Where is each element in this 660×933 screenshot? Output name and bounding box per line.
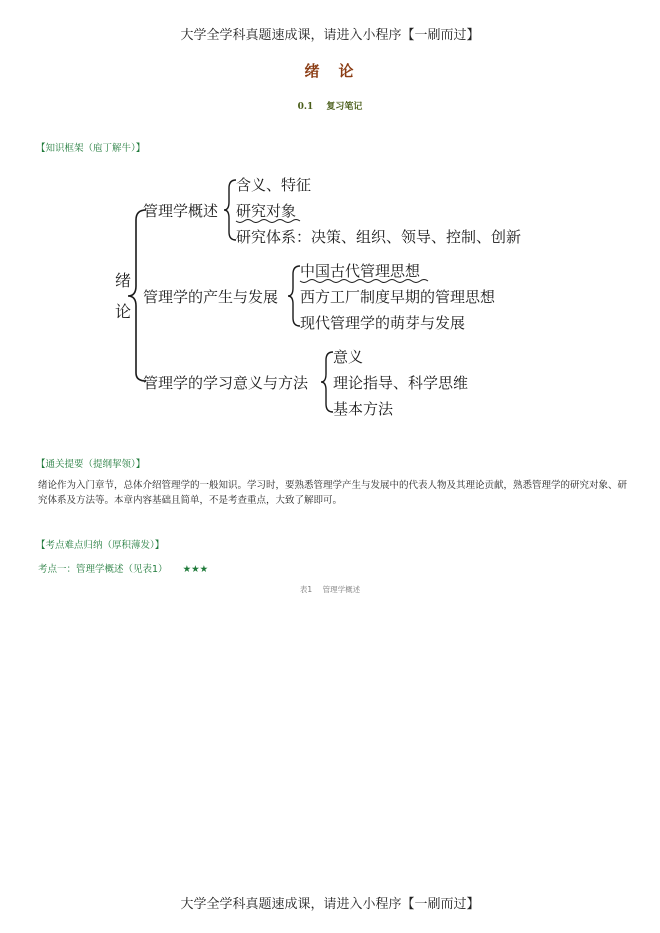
section-heading xyxy=(0,99,660,112)
branch-2-label: 管理学的产生与发展 xyxy=(143,288,279,306)
branch-3-label: 管理学的学习意义与方法 xyxy=(143,374,309,392)
branch-1-item-1: 含义、特征 xyxy=(236,176,312,194)
branch-2-item-1: 中国古代管理思想 xyxy=(300,262,421,280)
branch-3-item-1: 意义 xyxy=(333,348,364,366)
branch-1-brace xyxy=(224,180,236,240)
section-title: 复习笔记 xyxy=(326,102,363,112)
section-number: 0.1 xyxy=(297,102,314,112)
branch-1-item-2: 研究对象 xyxy=(236,202,297,220)
branch-2-item-3: 现代管理学的萌芽与发展 xyxy=(300,314,466,332)
table-caption xyxy=(0,584,660,595)
branch-3-item-2: 理论指导、科学思维 xyxy=(333,374,469,392)
root-char-2: 论 xyxy=(115,302,132,321)
knowledge-framework-diagram xyxy=(0,160,660,430)
overview-label: 【通关提要（提纲挈领）】 xyxy=(36,459,146,470)
table-tag: 表1 xyxy=(299,585,313,594)
overview-paragraph: 绪论作为入门章节，总体介绍管理学的一般知识。学习时，要熟悉管理学产生与发展中的代表人物及其理论贡献，熟悉管理学的研究对象、研究体系及方法等。本章内容基础且简单，不是考查重点，大致了解即可。 xyxy=(38,480,628,506)
keypoint-1-stars: ★★★ xyxy=(182,564,209,575)
keypoint-1 xyxy=(38,561,208,575)
branch-1-item-3: 研究体系：决策、组织、领导、控制、创新 xyxy=(236,228,522,246)
keypoint-1-title: 考点一：管理学概述（见表1） xyxy=(38,564,168,575)
root-char-1: 绪 xyxy=(115,271,132,290)
page-footer-promo: 大学全学科真题速成课，请进入小程序【一刷而过】 xyxy=(180,897,480,912)
branch-3-item-3: 基本方法 xyxy=(333,400,394,418)
branch-2-brace xyxy=(288,266,300,326)
framework-label: 【知识框架（庖丁解牛）】 xyxy=(36,143,146,154)
table-title: 管理学概述 xyxy=(322,585,361,594)
branch-2-item-2: 西方工厂制度早期的管理思想 xyxy=(300,288,496,306)
branch-1-label: 管理学概述 xyxy=(143,202,219,220)
chapter-title: 绪 论 xyxy=(304,62,356,80)
branch-3-brace xyxy=(321,352,333,412)
keypoints-label: 【考点难点归纳（厚积薄发）】 xyxy=(36,540,165,551)
page-header-promo: 大学全学科真题速成课，请进入小程序【一刷而过】 xyxy=(180,28,480,43)
